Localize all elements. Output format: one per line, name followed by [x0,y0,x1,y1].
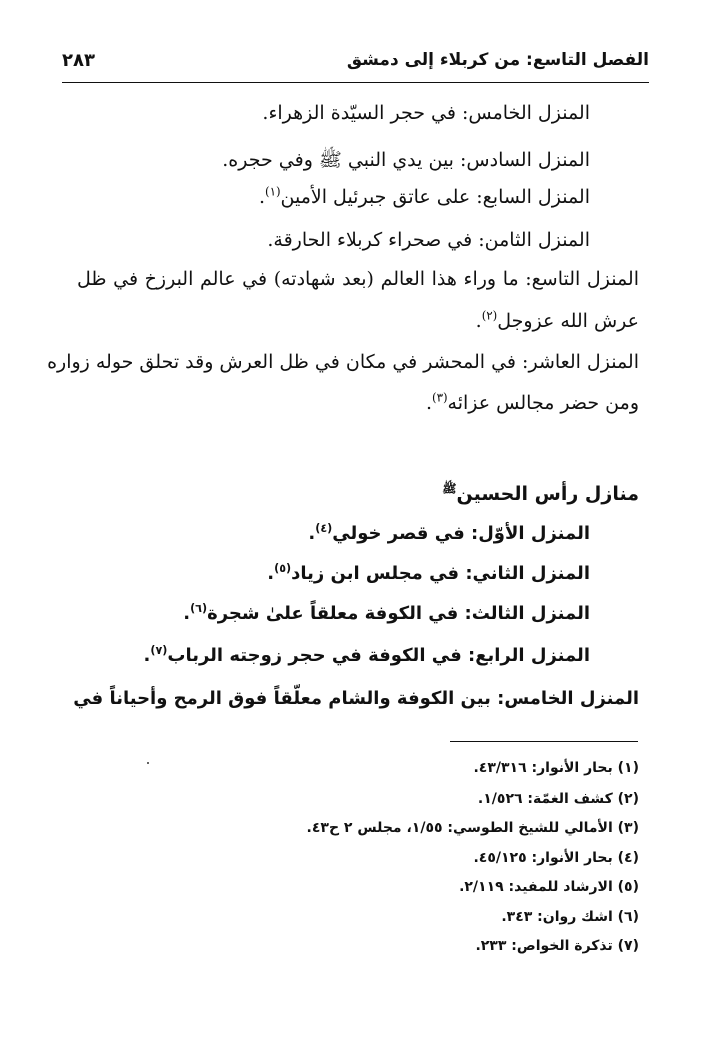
running-header [62,48,649,83]
footnote-ref[interactable]: (٤) [315,522,333,535]
stage-10-line-2: ومن حضر مجالس عزائه$^{(٣)}$. [425,390,639,414]
footnote-ref[interactable]: (١) [265,184,281,199]
stage-6-line [222,148,590,176]
honorific-glyph: ﷺ [442,481,457,496]
footnote-7: (٧) تذكرة الخواص: ٢٣٣. [475,938,639,954]
head-stage-1-line: المنزل الأوّل: في قصر خولي$^{(٤)}$. [308,522,590,544]
head-stage-3-line: المنزل الثالث: في الكوفة معلقاً علىٰ شجرة$^{(٦)}$. [183,602,590,624]
footnote-2: (٢) كشف الغمّة: ١/٥٢٦. [477,791,639,807]
footnote-separator [450,741,638,742]
stage-text: المنزل الخامس: في حجر السيّدة الزهراء. [262,102,590,124]
footnote-ref[interactable]: (٦) [190,602,208,615]
footnote-4: (٤) بحار الأنوار: ٤٥/١٢٥. [473,850,639,866]
head-stage-5-line: المنزل الخامس: بين الكوفة والشام معلّقاً فوق الرمح وأحياناً في [73,688,639,709]
stage-5-line [262,102,590,124]
stage-text: المنزل الثامن: في صحراء كربلاء الحارقة. [267,229,590,251]
footnote-ref[interactable]: (٧) [150,644,168,657]
head-stage-4-line: المنزل الرابع: في الكوفة في حجر زوجته الرباب$^{(٧)}$. [143,644,590,666]
section-heading: منازل رأس الحسين$^ﷺ$ [442,481,639,505]
stage-text: المنزل السادس: بين يدي النبي ﷺ وفي حجره. [222,149,590,171]
footnote-ref[interactable]: (٢) [481,308,498,323]
footnote-1: (١) بحار الأنوار: ٤٣/٣١٦. [473,760,639,776]
stage-text: المنزل السابع: على عاتق جبرئيل الأمين [280,186,590,208]
page-number: ٢٨٣ [62,50,95,71]
footnote-ref[interactable]: (٥) [274,562,292,575]
footnote-6: (٦) اشك روان: ٣٤٣. [501,909,639,925]
footnote-5: (٥) الارشاد للمفيد: ٢/١١٩. [459,879,639,895]
footnote-ref[interactable]: (٣) [432,390,448,405]
chapter-title: الفصل التاسع: من كربلاء إلى دمشق [346,50,649,70]
stage-8-line [267,229,590,251]
stage-9-line-2: عرش الله عزوجل$^{(٢)}$. [475,308,639,332]
stage-9-line-1: المنزل التاسع: ما وراء هذا العالم (بعد شهادته) في عالم البرزخ في ظل [77,268,639,290]
stage-7-line: المنزل السابع: على عاتق جبرئيل الأمين$^{(١)}$. [258,184,590,208]
head-stage-2-line: المنزل الثاني: في مجلس ابن زياد$^{(٥)}$. [267,562,590,584]
footnote-3: (٣) الأمالي للشيخ الطوسي: ١/٥٥، مجلس ٢ ح٤٣. [306,820,639,836]
print-speck [147,762,149,764]
stage-10-line-1: المنزل العاشر: في المحشر في مكان في ظل العرش وقد تحلق حوله زواره [47,351,639,373]
